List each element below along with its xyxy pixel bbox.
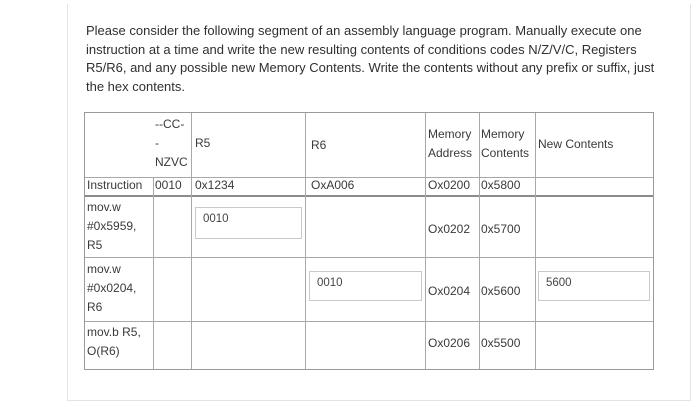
- r5-answer-input-row1[interactable]: 0010: [195, 207, 302, 239]
- memory-contents-3: 0x5500: [481, 336, 521, 350]
- memory-address-header-line2: Address: [428, 146, 473, 160]
- memory-contents-0: 0x5800: [481, 178, 521, 192]
- initial-cc: 0010: [155, 178, 182, 192]
- cc-header-line1: --CC-: [155, 117, 185, 131]
- memory-contents-1: 0x5700: [481, 222, 521, 236]
- instruction-3-line2: O(R6): [87, 344, 120, 358]
- instruction-2-line3: R6: [87, 300, 103, 314]
- initial-r6: OxA006: [311, 178, 355, 192]
- memory-contents-header-line2: Contents: [481, 146, 530, 160]
- memory-address-1: Ox0202: [428, 222, 471, 236]
- cc-header-line2: -: [155, 136, 159, 150]
- memory-address-2: Ox0204: [428, 284, 471, 298]
- instruction-3-line1: mov.b R5,: [87, 325, 141, 339]
- memory-address-3: Ox0206: [428, 336, 471, 350]
- instruction-label: Instruction: [87, 178, 143, 192]
- memory-contents-header-line1: Memory: [481, 127, 525, 141]
- r6-answer-input-row2[interactable]: 0010: [309, 271, 422, 301]
- new-contents-header: New Contents: [538, 137, 614, 151]
- instruction-1-line2: #0x5959,: [87, 219, 137, 233]
- memory-contents-2: 0x5600: [481, 284, 521, 298]
- instruction-2-line2: #0x0204,: [87, 281, 137, 295]
- question-prompt: Please consider the following segment of an assembly language program. Manually execute one instruction at a time and write the new resulting contents of conditions codes N/Z/V/C, Registers R5/R6, and any possible new Memory Contents. Write the contents without any prefix or suffix, just the hex contents.: [86, 23, 655, 94]
- r6-header: R6: [311, 138, 327, 152]
- memory-address-header-line1: Memory: [428, 127, 472, 141]
- execution-table: [84, 112, 654, 370]
- cc-header-line3: NZVC: [155, 155, 188, 169]
- instruction-1-line3: R5: [87, 238, 103, 252]
- instruction-1-line1: mov.w: [87, 200, 121, 214]
- instruction-2-line1: mov.w: [87, 262, 121, 276]
- new-contents-answer-input-row2[interactable]: 5600: [538, 271, 650, 301]
- initial-r5: 0x1234: [195, 178, 235, 192]
- r5-header: R5: [195, 136, 211, 150]
- memory-address-0: Ox0200: [428, 178, 471, 192]
